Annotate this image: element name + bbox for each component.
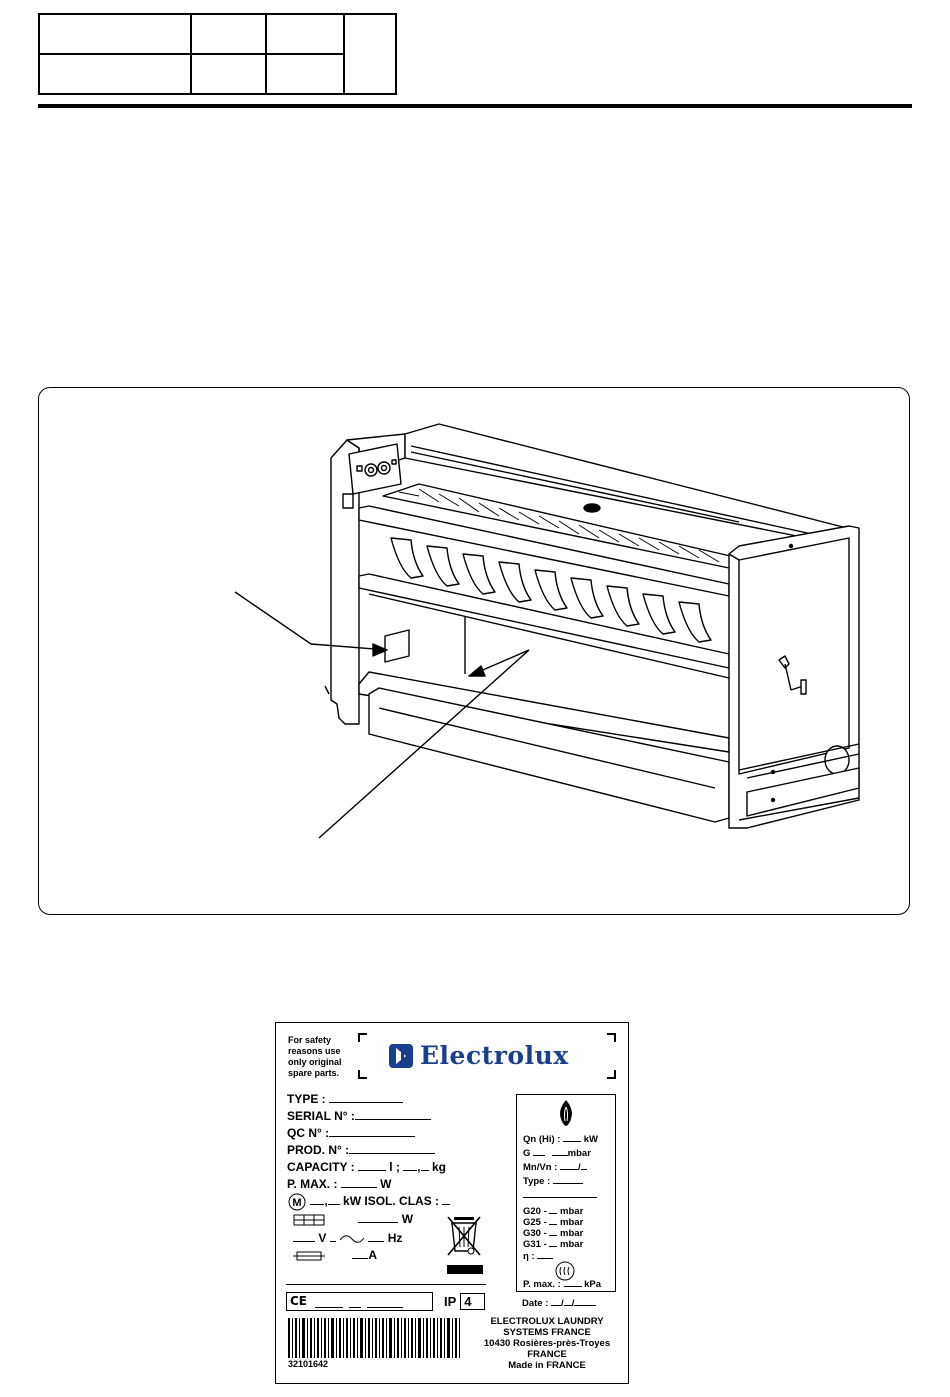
ac-symbol-icon <box>339 1234 365 1244</box>
motor-icon <box>287 1193 307 1211</box>
manufacturer-line: ELECTROLUX LAUNDRY <box>490 1316 604 1327</box>
type-label: TYPE : <box>287 1092 326 1106</box>
volt-unit: V <box>318 1231 327 1245</box>
qn-unit: kW <box>583 1134 598 1145</box>
g31-label: G31 - <box>523 1239 547 1250</box>
manufacturer-line: SYSTEMS FRANCE <box>503 1327 591 1338</box>
date-label: Date : <box>522 1298 549 1309</box>
capacity-unit-kg: kg <box>431 1160 446 1174</box>
motor-sep: , <box>324 1194 328 1209</box>
header-cell <box>191 14 266 54</box>
g30-label: G30 - <box>523 1228 547 1239</box>
hz-unit: Hz <box>387 1231 403 1245</box>
fuse-icon <box>293 1250 327 1262</box>
pmax-unit: W <box>380 1177 392 1191</box>
type-gas-label: Type : <box>523 1176 551 1187</box>
serial-label: SERIAL N° : <box>287 1109 355 1123</box>
g25-unit: mbar <box>560 1217 584 1228</box>
gas-data-box <box>516 1094 616 1292</box>
header-cell <box>266 14 344 54</box>
capacity-label: CAPACITY : <box>287 1160 355 1174</box>
electrolux-mark-icon <box>388 1043 414 1069</box>
motor-unit: kW <box>343 1194 362 1209</box>
g-label: G <box>523 1148 531 1159</box>
corner-mark <box>358 1070 367 1079</box>
ip-value: 4 <box>460 1293 484 1310</box>
qc-label: QC N° : <box>287 1126 330 1140</box>
ip-label: IP <box>444 1294 457 1309</box>
weee-bin-icon <box>442 1211 488 1277</box>
manufacturer-address <box>472 1316 622 1371</box>
header-table <box>38 13 397 95</box>
mnvn-sep: / <box>577 1162 581 1173</box>
ce-box <box>286 1292 433 1311</box>
brand-name: Electrolux <box>420 1041 569 1070</box>
g30-unit: mbar <box>560 1228 584 1239</box>
header-rule <box>38 104 912 108</box>
isol-label: ISOL. CLAS : <box>364 1194 440 1209</box>
g20-unit: mbar <box>560 1206 584 1217</box>
g20-label: G20 - <box>523 1206 547 1217</box>
heater-unit: W <box>401 1212 414 1226</box>
qn-label: Qn (Hi) : <box>523 1134 561 1145</box>
capacity-sep: , <box>417 1160 421 1174</box>
eta-label: η : <box>523 1251 535 1262</box>
ironer-machine-drawing <box>39 388 911 916</box>
prod-label: PROD. N° : <box>287 1143 350 1157</box>
divider <box>286 1284 486 1285</box>
corner-mark <box>607 1033 616 1042</box>
corner-mark <box>358 1033 367 1042</box>
header-cell <box>39 14 191 54</box>
electrolux-logo <box>388 1041 569 1070</box>
manufacturer-line: Made in FRANCE <box>508 1360 586 1371</box>
header-cell <box>266 54 344 94</box>
flame-icon <box>557 1099 575 1127</box>
amp-unit: A <box>368 1248 378 1262</box>
g-unit: mbar <box>567 1148 591 1159</box>
svg-text:M: M <box>292 1197 302 1209</box>
g25-label: G25 - <box>523 1217 547 1228</box>
pmax-label: P. MAX. : <box>287 1177 338 1191</box>
corner-mark <box>607 1070 616 1079</box>
capacity-unit-l: l ; <box>389 1160 400 1174</box>
gas-pmax-label: P. max. : <box>523 1279 561 1290</box>
manufacturer-line: 10430 Rosières-près-Troyes <box>483 1338 611 1349</box>
plate-fields <box>287 1091 450 1264</box>
g31-unit: mbar <box>560 1239 584 1250</box>
gas-pmax-unit: kPa <box>584 1279 602 1290</box>
date-field <box>522 1297 596 1309</box>
barcode <box>288 1318 464 1358</box>
header-cell <box>39 54 191 94</box>
ce-mark: CE <box>290 1294 308 1308</box>
manufacturer-line: FRANCE <box>527 1349 567 1360</box>
date-sep: / <box>561 1298 564 1309</box>
heater-icon <box>293 1214 327 1226</box>
ip-rating <box>444 1293 485 1310</box>
rating-plate <box>275 1022 629 1384</box>
mnvn-label: Mn/Vn : <box>523 1162 558 1173</box>
barcode-number: 32101642 <box>288 1359 329 1369</box>
machine-figure <box>38 387 910 915</box>
date-sep: / <box>571 1298 575 1309</box>
header-cell <box>344 14 396 94</box>
safety-note: For safety reasons use only original spare parts. <box>288 1035 342 1078</box>
logo-frame <box>358 1033 616 1079</box>
header-cell <box>191 54 266 94</box>
